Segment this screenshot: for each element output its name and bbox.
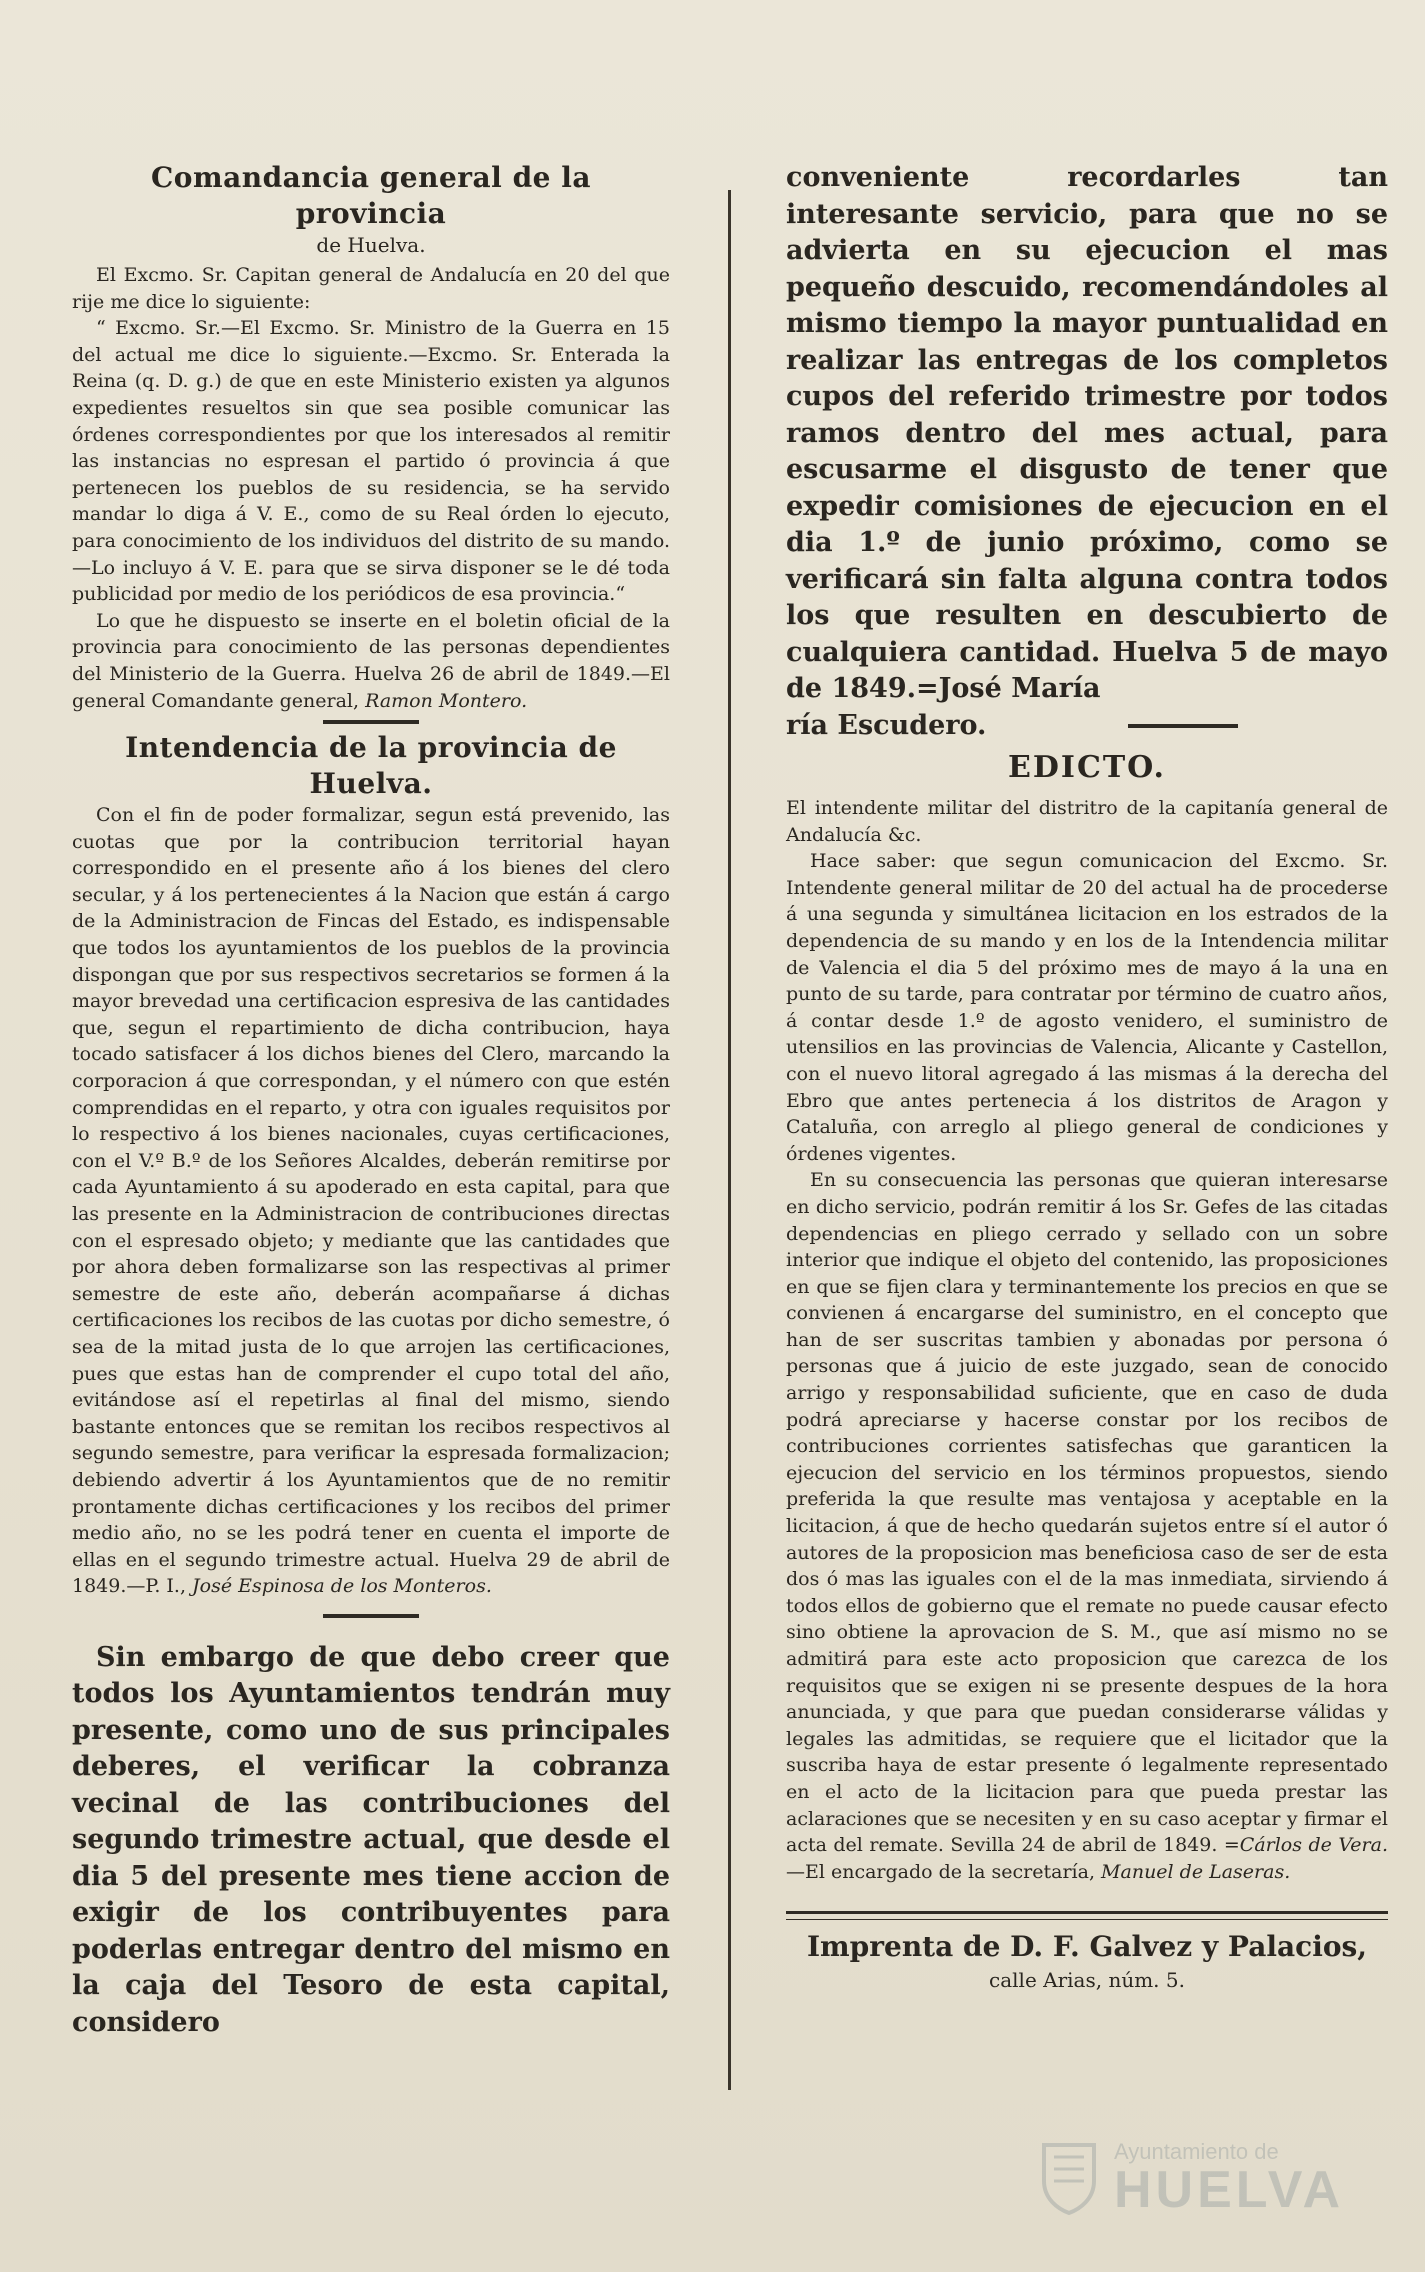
intendencia-signature: José Espinosa de los Monteros. [192,1575,492,1598]
intendencia-paragraph [72,802,670,1600]
imprenta-rule [786,1911,1388,1920]
shield-icon [1040,2141,1098,2215]
column-divider [728,190,731,2090]
watermark [1040,2139,1345,2219]
edicto-paragraph-3-text: En su consecuencia las personas que quieran interesarse en dicho servicio, podrán remitir á los Sr. Gefes de las citadas dependencias en pliego cerrado y sellado con un sobre interior que indique el objeto del contenido, las proposiciones en que se fijen clara y terminantemente los precios en que se convienen á encargarse del suministro, en el concepto que han de ser suscritas tambien y abonadas por persona ó personas que á juicio de este juzgado, sean de conocido arrigo y responsabilidad suficiente, que en caso de duda podrá apreciarse y hacerse constar por los recibos de contribuciones corrientes satisfechas que garanticen la ejecucion del servicio en los términos propuestos, siendo preferida la que resulte mas ventajosa y aceptable en la licitacion, á que de hecho quedarán sujetos entre sí el autor ó autores de la proposicion mas beneficiosa caso de ser de esta dos ó mas las iguales con el de la mas inmediata, sirviendo á todos ellos de gobierno que el remate no puede causar efecto sino obtiene la aprovacion de S. M., que así mismo no se admitirá para este acto proposicion que carezca de los requisitos que se exigen ni se presente despues de la hora anunciada, y que para que puedan considerarse válidas y legales las admitidas, se requiere que el licitador que la suscriba haya de estar presente ó legalmente representado en el acto de la licitacion para que pueda prestar las aclaraciones que se necesiten y en su caso aceptar y firmar el acta del remate. Sevilla 24 de abril de 1849. [786,1169,1388,1857]
comandancia-paragraph-2: “ Excmo. Sr.—El Excmo. Sr. Ministro de la Guerra en 15 del actual me dice lo siguiente.—Excmo. Sr. Enterada la Reina (q. D. g.) de que en este Ministerio existen ya algunos expedientes resueltos sin que sea posible comunicar las órdenes correspondientes por que los interesados al remitir las instancias no espresan el partido ó provincia á que pertenecen los pueblos de su residencia, se ha servido mandar lo diga á V. E., como de su Real órden lo ejecuto, para conocimiento de los individuos del distrito de su mando.—Lo incluyo á V. E. para que se sirva disponer se le dé toda publicidad por medio de los periódicos de esa provincia.“ [72,317,670,606]
intendencia-title: Intendencia de la provincia de Huelva. [125,731,617,801]
comandancia-title: Comandancia general de la provincia [150,161,591,230]
left-column [72,160,670,2041]
edicto-paragraph-2: Hace saber: que segun comunicacion del Excmo. Sr. Intendente general militar de 20 del actual ha de procederse á una segunda y simultánea licitacion en los estrados de la dependencia de su mando y en los de la Intendencia militar de Valencia el dia 5 del próximo mes de mayo á la una en punto de su tarde, para contratar por término de cuatro años, á contar desde 1.º de agosto venidero, el suministro de utensilios en las provincias de Valencia, Alicante y Castellon, con el nuevo litoral agregado á las mismas á la derecha del Ebro que antes pertenecia á los distritos de Aragon y Cataluña, con arreglo al pliego general de condiciones y órdenes vigentes. [786,850,1388,1165]
edicto-signature-tail: —El encargado de la secretaría, [786,1860,1095,1883]
continuation-paragraph: conveniente recordarles tan interesante servicio, para que no se advierta en su ejecucion el mas pequeño descuido, recomendándoles al mismo tiempo la mayor puntualidad en realizar las entregas de los completos cupos del referido trimestre por todos ramos dentro del mes actual, para escusarme el disgusto de tener que expedir comisiones de ejecucion en el dia 1.º de junio próximo, como se verificará sin falta alguna contra todos los que resulten en descubierto de cualquiera cantidad. Huelva 5 de mayo de 1849.=José María [786,162,1388,704]
comandancia-subtitle: de Huelva. [316,233,426,257]
comandancia-paragraph-3 [72,608,670,714]
continuation-end-row [786,708,1388,745]
edicto-signature-2: Manuel de Laseras. [1101,1860,1291,1883]
edicto-paragraph-1: El intendente militar del distritro de la capitanía general de Andalucía &c. [786,797,1388,846]
watermark-text [1114,2139,1345,2219]
comandancia-signature: Ramon Montero. [365,689,528,712]
edicto-paragraph-3 [786,1167,1388,1885]
edicto-section [786,750,1388,1885]
section-separator [1128,724,1238,728]
comandancia-section [72,160,670,714]
edicto-title: EDICTO. [1008,750,1166,785]
imprenta-line: Imprenta de D. F. Galvez y Palacios, [806,1930,1368,1964]
watermark-line-1: Ayuntamiento de [1114,2139,1279,2164]
intendencia-section [72,730,670,1600]
section-separator [323,720,419,724]
imprenta-address: calle Arias, núm. 5. [989,1968,1185,1993]
watermark-line-2: HUELVA [1114,2161,1345,2219]
continuation-end: ría Escudero. [786,709,987,741]
sin-embargo-paragraph: Sin embargo de que debo creer que todos los Ayuntamientos tendrán muy presente, como uno de sus principales deberes, el verificar la cobranza vecinal de las contribuciones del segundo trimestre actual, que desde el dia 5 del presente mes tiene accion de exigir de los contribuyentes para poderlas entregar dentro del mismo en la caja del Tesoro de esta capital, considero [72,1641,670,2038]
comandancia-paragraph-3-text: Lo que he dispuesto se inserte en el boletin oficial de la provincia para conocimiento de las personas dependientes del Ministerio de la Guerra. Huelva 26 de abril de 1849.—El general Comandante general, [72,609,670,712]
intendencia-paragraph-text: Con el fin de poder formalizar, segun está prevenido, las cuotas que por la contribucion territorial hayan correspondido en el presente año á los bienes del clero secular, y á los pertenecientes á la Nacion que están á cargo de la Administracion de Fincas del Estado, es indispensable que todos los ayuntamientos de los pueblos de la provincia dispongan que por sus respectivos secretarios se formen á la mayor brevedad una certificacion espresiva de las cantidades que, segun el repartimiento de dicha contribucion, haya tocado satisfacer á los dichos bienes del Clero, marcando la corporacion á que correspondan, y el número con que estén comprendidas en el reparto, y otra con iguales requisitos por lo respectivo á los bienes nacionales, cuyas certificaciones, con el V.º B.º de los Señores Alcaldes, deberán remitirse por cada Ayuntamiento á su apoderado en esta capital, para que las presente en la Administracion de contribuciones directas con el espresado objeto; y mediante que las cantidades que por ahora deben formalizarse son las respectivas al primer semestre de este año, deberán acompañarse á dichas certificaciones los recibos de las cuotas por dicho semestre, ó sea de la mitad justa de lo que arrojen las certificaciones, pues que estas han de comprender el cupo total del año, evitándose así el repetirlas al final del mismo, siendo bastante entonces que se remitan los recibos respectivos al segundo semestre, para verificar la espresada formalizacion; debiendo advertir á los Ayuntamientos que de no remitir prontamente dichas certificaciones y los recibos del primer medio año, no se les podrá tener en cuenta el importe de ellas en el segundo trimestre actual. Huelva 29 de abril de 1849.—P. I., [72,804,670,1598]
right-column [786,160,1388,1992]
section-separator [323,1614,419,1618]
comandancia-paragraph-1: El Excmo. Sr. Capitan general de Andalucía en 20 del que rije me dice lo siguiente: [72,264,670,313]
edicto-signature: =Cárlos de Vera. [1223,1834,1388,1857]
